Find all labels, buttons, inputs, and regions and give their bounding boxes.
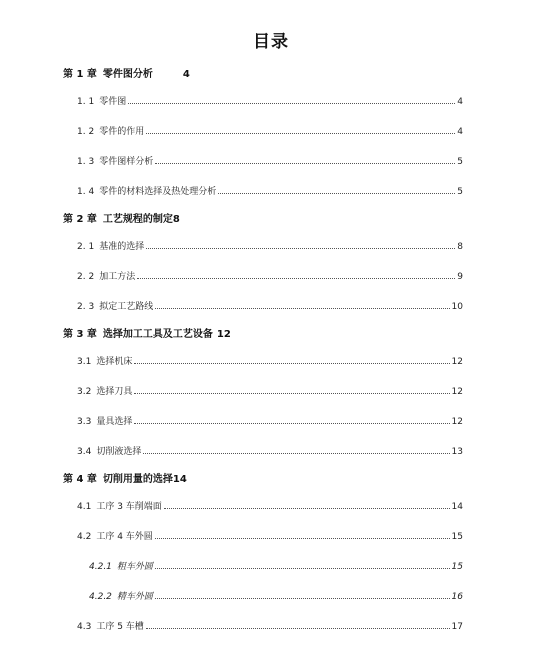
entry-number: 3.1 (77, 357, 92, 367)
entry-page: 15 (451, 562, 463, 572)
entry-number: 4.2 (77, 532, 92, 542)
toc-entry-2-3 (77, 300, 463, 313)
entry-number: 1. 4 (77, 187, 95, 197)
dot-leader (146, 240, 455, 249)
toc-entry-4-3 (77, 620, 463, 633)
chapter-number: 第 4 章 (63, 474, 97, 485)
toc-title: 目录 (253, 32, 289, 52)
entry-text: 拟定工艺路线 (99, 302, 154, 312)
dot-leader (134, 355, 449, 364)
entry-number: 4.2.2 (89, 592, 112, 602)
entry-page: 5 (457, 187, 463, 197)
entry-text: 零件的材料选择及热处理分析 (99, 187, 217, 197)
chapter-page: 14 (172, 474, 187, 485)
entry-number: 1. 2 (77, 127, 95, 137)
dot-leader (137, 270, 455, 279)
entry-number: 2. 1 (77, 242, 95, 252)
entry-page: 13 (451, 447, 463, 457)
toc-entry-2-2 (77, 270, 463, 283)
dot-leader (143, 445, 449, 454)
entry-text: 切削液选择 (96, 447, 142, 457)
toc-entry-3-1 (77, 355, 463, 368)
dot-leader (134, 385, 449, 394)
toc-entry-3-2 (77, 385, 463, 398)
entry-page: 15 (451, 532, 463, 542)
toc-entry-2-1 (77, 240, 463, 253)
entry-text: 选择刀具 (96, 387, 133, 397)
toc-entry-4-2-2 (89, 590, 463, 603)
entry-number: 1. 1 (77, 97, 95, 107)
chapter-2-heading (63, 214, 180, 226)
entry-text: 零件图 (99, 97, 127, 107)
chapter-title: 切削用量的选择 (102, 474, 173, 485)
dot-leader (146, 620, 450, 629)
entry-text: 粗车外圆 (116, 562, 153, 572)
chapter-4-heading (63, 474, 187, 486)
toc-entry-4-2 (77, 530, 463, 543)
toc-entry-1-2 (77, 125, 463, 138)
entry-number: 4.1 (77, 502, 92, 512)
entry-page: 4 (457, 127, 463, 137)
dot-leader (155, 530, 450, 539)
dot-leader (128, 95, 455, 104)
toc-entry-3-3 (77, 415, 463, 428)
dot-leader (218, 185, 455, 194)
dot-leader (155, 590, 450, 599)
entry-text: 基准的选择 (99, 242, 145, 252)
entry-text: 选择机床 (96, 357, 133, 367)
chapter-3-heading (63, 329, 231, 341)
chapter-title: 选择加工工具及工艺设备 (102, 329, 213, 340)
entry-text: 零件图样分析 (99, 157, 154, 167)
dot-leader (146, 125, 455, 134)
entry-page: 12 (451, 387, 463, 397)
entry-page: 12 (451, 417, 463, 427)
entry-number: 3.3 (77, 417, 92, 427)
entry-text: 量具选择 (96, 417, 133, 427)
entry-page: 12 (451, 357, 463, 367)
chapter-1-heading (63, 69, 190, 81)
chapter-title: 工艺规程的制定 (102, 214, 173, 225)
entry-page: 14 (451, 502, 463, 512)
toc-entry-3-4 (77, 445, 463, 458)
entry-page: 16 (451, 592, 463, 602)
entry-text: 工序 5 车槽 (96, 622, 144, 632)
toc-entry-1-4 (77, 185, 463, 198)
chapter-number: 第 3 章 (63, 329, 97, 340)
entry-text: 加工方法 (99, 272, 136, 282)
entry-number: 4.3 (77, 622, 92, 632)
dot-leader (155, 560, 450, 569)
entry-page: 10 (451, 302, 463, 312)
entry-text: 零件的作用 (99, 127, 145, 137)
entry-text: 工序 4 车外圆 (96, 532, 153, 542)
chapter-title: 零件图分析 (102, 69, 153, 80)
chapter-page: 4 (182, 69, 190, 80)
toc-entry-4-1 (77, 500, 463, 513)
dot-leader (164, 500, 450, 509)
entry-text: 工序 3 车削端面 (96, 502, 162, 512)
dot-leader (155, 155, 455, 164)
entry-page: 8 (457, 242, 463, 252)
entry-number: 4.2.1 (89, 562, 112, 572)
chapter-page: 8 (172, 214, 180, 225)
entry-number: 1. 3 (77, 157, 95, 167)
entry-text: 精车外圆 (116, 592, 153, 602)
toc-entry-1-1 (77, 95, 463, 108)
toc-entry-4-2-1 (89, 560, 463, 573)
chapter-number: 第 1 章 (63, 69, 97, 80)
entry-number: 3.2 (77, 387, 92, 397)
toc-entry-1-3 (77, 155, 463, 168)
entry-number: 2. 2 (77, 272, 95, 282)
dot-leader (155, 300, 449, 309)
dot-leader (134, 415, 449, 424)
chapter-number: 第 2 章 (63, 214, 97, 225)
entry-page: 9 (457, 272, 463, 282)
entry-number: 3.4 (77, 447, 92, 457)
entry-number: 2. 3 (77, 302, 95, 312)
chapter-page: 12 (216, 329, 231, 340)
entry-page: 5 (457, 157, 463, 167)
entry-page: 4 (457, 97, 463, 107)
entry-page: 17 (451, 622, 463, 632)
